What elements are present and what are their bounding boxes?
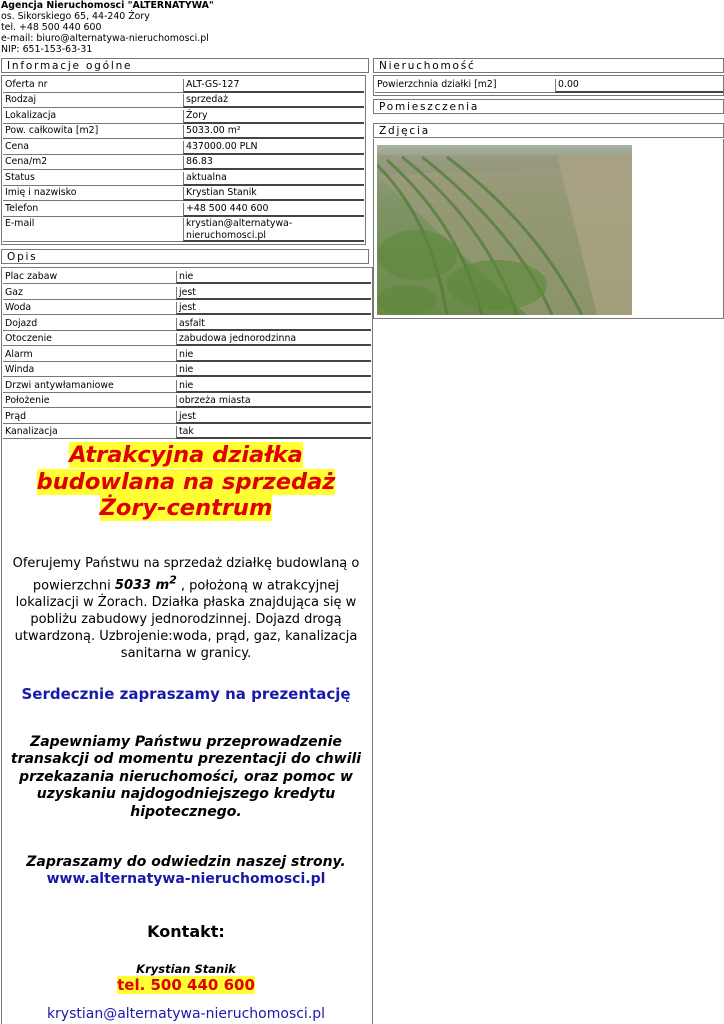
ad-invite: Serdecznie zapraszamy na prezentację bbox=[21, 684, 351, 703]
agency-nip: NIP: 651-153-63-31 bbox=[1, 44, 93, 55]
field-photo[interactable] bbox=[377, 145, 632, 315]
row-value: tak bbox=[176, 426, 371, 439]
row-value: jest bbox=[176, 302, 371, 315]
property-table bbox=[373, 75, 724, 96]
row-value: sprzedaż bbox=[183, 94, 364, 108]
ad-paragraph-line: , położoną w atrakcyjnej bbox=[180, 577, 340, 593]
row-value: nie bbox=[176, 271, 371, 284]
ad-contact-phone-text: tel. 500 440 600 bbox=[117, 976, 255, 995]
table-row bbox=[3, 318, 371, 331]
row-key: Prąd bbox=[3, 411, 176, 424]
row-value: jest bbox=[176, 411, 371, 424]
row-value: asfalt bbox=[176, 318, 371, 331]
ad-guarantee bbox=[2, 734, 370, 822]
row-key: Alarm bbox=[3, 349, 176, 362]
row-key: Rodzaj bbox=[3, 94, 183, 108]
column-divider bbox=[372, 267, 373, 1024]
ad-paragraph-line: utwardzoną. Uzbrojenie:woda, prąd, gaz, kanalizacja bbox=[14, 628, 358, 644]
table-row bbox=[375, 79, 723, 93]
ad-contact-phone bbox=[2, 976, 370, 995]
ad-paragraph-line: lokalizacji w Żorach. Działka płaska znajdująca się w bbox=[15, 594, 357, 610]
ad-website-link[interactable]: www.alternatywa-nieruchomosci.pl bbox=[46, 871, 326, 888]
section-rooms-title: Pomieszczenia bbox=[373, 99, 724, 114]
table-row bbox=[3, 271, 371, 284]
row-key: Oferta nr bbox=[3, 79, 183, 93]
row-value: nie bbox=[176, 364, 371, 377]
table-row bbox=[3, 349, 371, 362]
table-row bbox=[3, 110, 364, 124]
ad-visit: Zapraszamy do odwiedzin naszej strony. bbox=[26, 854, 346, 871]
row-key: Powierzchnia działki [m2] bbox=[375, 79, 555, 93]
table-row bbox=[3, 141, 364, 155]
table-row bbox=[3, 218, 364, 242]
row-key: Imię i nazwisko bbox=[3, 187, 183, 201]
ad-paragraph bbox=[2, 555, 370, 662]
row-key: Woda bbox=[3, 302, 176, 315]
row-key: Pow. całkowita [m2] bbox=[3, 125, 183, 139]
ad-paragraph-line: sanitarna w granicy. bbox=[120, 645, 252, 661]
table-row bbox=[3, 333, 371, 346]
ad-area-sup: 2 bbox=[169, 573, 177, 587]
ad-guarantee-line: uzyskaniu najdogodniejszego kredytu bbox=[36, 786, 336, 803]
section-general-title: Informacje ogólne bbox=[1, 58, 369, 73]
row-value-line: nieruchomosci.pl bbox=[186, 230, 266, 241]
row-value bbox=[183, 218, 364, 242]
agency-address: os. Sikorskiego 65, 44-240 Żory bbox=[1, 11, 150, 22]
ad-paragraph-line: pobliżu zabudowy jednorodzinnej. Dojazd drogą bbox=[30, 611, 342, 627]
ad-guarantee-line: transakcji od momentu prezentacji do chwili bbox=[10, 751, 362, 768]
description-table bbox=[1, 267, 373, 440]
row-value: nie bbox=[176, 380, 371, 393]
table-row bbox=[3, 302, 371, 315]
ad-title-line3: Żory-centrum bbox=[99, 495, 273, 521]
field-photo-image bbox=[377, 145, 632, 315]
agency-tel: tel. +48 500 440 600 bbox=[1, 22, 102, 33]
row-key: Telefon bbox=[3, 203, 183, 217]
row-key: Gaz bbox=[3, 287, 176, 300]
ad-content bbox=[2, 442, 370, 1023]
row-key: Drzwi antywłamaniowe bbox=[3, 380, 176, 393]
row-key: Lokalizacja bbox=[3, 110, 183, 124]
table-row bbox=[3, 411, 371, 424]
agency-email: e-mail: biuro@alternatywa-nieruchomosci.pl bbox=[1, 33, 209, 44]
table-row bbox=[3, 156, 364, 170]
section-description-title: Opis bbox=[1, 249, 369, 264]
table-row bbox=[3, 203, 364, 217]
ad-contact-email-link[interactable]: krystian@alternatywa-nieruchomosci.pl bbox=[46, 1006, 326, 1023]
row-key: Kanalizacja bbox=[3, 426, 176, 439]
row-key: Otoczenie bbox=[3, 333, 176, 346]
agency-header bbox=[1, 0, 214, 55]
table-row bbox=[3, 395, 371, 408]
row-value: obrzeża miasta bbox=[176, 395, 371, 408]
row-key: Cena bbox=[3, 141, 183, 155]
ad-guarantee-line: hipotecznego. bbox=[130, 803, 242, 820]
row-value: jest bbox=[176, 287, 371, 300]
row-value: 5033.00 m² bbox=[183, 125, 364, 139]
row-value: Żory bbox=[183, 110, 364, 124]
table-row bbox=[3, 380, 371, 393]
table-row bbox=[3, 172, 364, 186]
ad-guarantee-line: Zapewniamy Państwu przeprowadzenie bbox=[30, 733, 342, 750]
table-row bbox=[3, 125, 364, 139]
row-value: 0.00 bbox=[555, 79, 723, 93]
agency-name: Agencja Nieruchomosci "ALTERNATYWA" bbox=[1, 0, 214, 11]
row-value: aktualna bbox=[183, 172, 364, 186]
table-row bbox=[3, 79, 364, 93]
row-key: Status bbox=[3, 172, 183, 186]
row-value: Krystian Stanik bbox=[183, 187, 364, 201]
table-row bbox=[3, 426, 371, 439]
section-property-title: Nieruchomość bbox=[373, 58, 724, 73]
row-key: Winda bbox=[3, 364, 176, 377]
table-row bbox=[3, 364, 371, 377]
row-value: 437000.00 PLN bbox=[183, 141, 364, 155]
row-key: Plac zabaw bbox=[3, 271, 176, 284]
ad-area: 5033 m bbox=[114, 577, 170, 593]
row-value: zabudowa jednorodzinna bbox=[176, 333, 371, 346]
ad-paragraph-line: Oferujemy Państwu na sprzedaż działkę budowlaną o bbox=[12, 555, 360, 571]
table-row bbox=[3, 94, 364, 108]
row-value-line: krystian@alternatywa- bbox=[186, 218, 293, 229]
table-row bbox=[3, 187, 364, 201]
row-key: Położenie bbox=[3, 395, 176, 408]
row-key: Cena/m2 bbox=[3, 156, 183, 170]
ad-title-line2: budowlana na sprzedaż bbox=[36, 468, 336, 495]
ad-guarantee-line: przekazania nieruchomości, oraz pomoc w bbox=[19, 768, 353, 785]
row-value: +48 500 440 600 bbox=[183, 203, 364, 217]
row-value: nie bbox=[176, 349, 371, 362]
ad-paragraph-line: powierzchni bbox=[32, 577, 111, 593]
row-key: E-mail bbox=[3, 218, 183, 242]
ad-title-line1: Atrakcyjna działka bbox=[69, 442, 303, 468]
row-value: 86.83 bbox=[183, 156, 364, 170]
ad-title bbox=[2, 442, 370, 522]
table-row bbox=[3, 287, 371, 300]
general-table bbox=[1, 75, 366, 245]
section-photos-title: Zdjęcia bbox=[373, 123, 724, 138]
row-value: ALT-GS-127 bbox=[183, 79, 364, 93]
row-key: Dojazd bbox=[3, 318, 176, 331]
ad-contact-heading: Kontakt: bbox=[147, 922, 225, 942]
ad-contact-person: Krystian Stanik bbox=[136, 962, 236, 977]
